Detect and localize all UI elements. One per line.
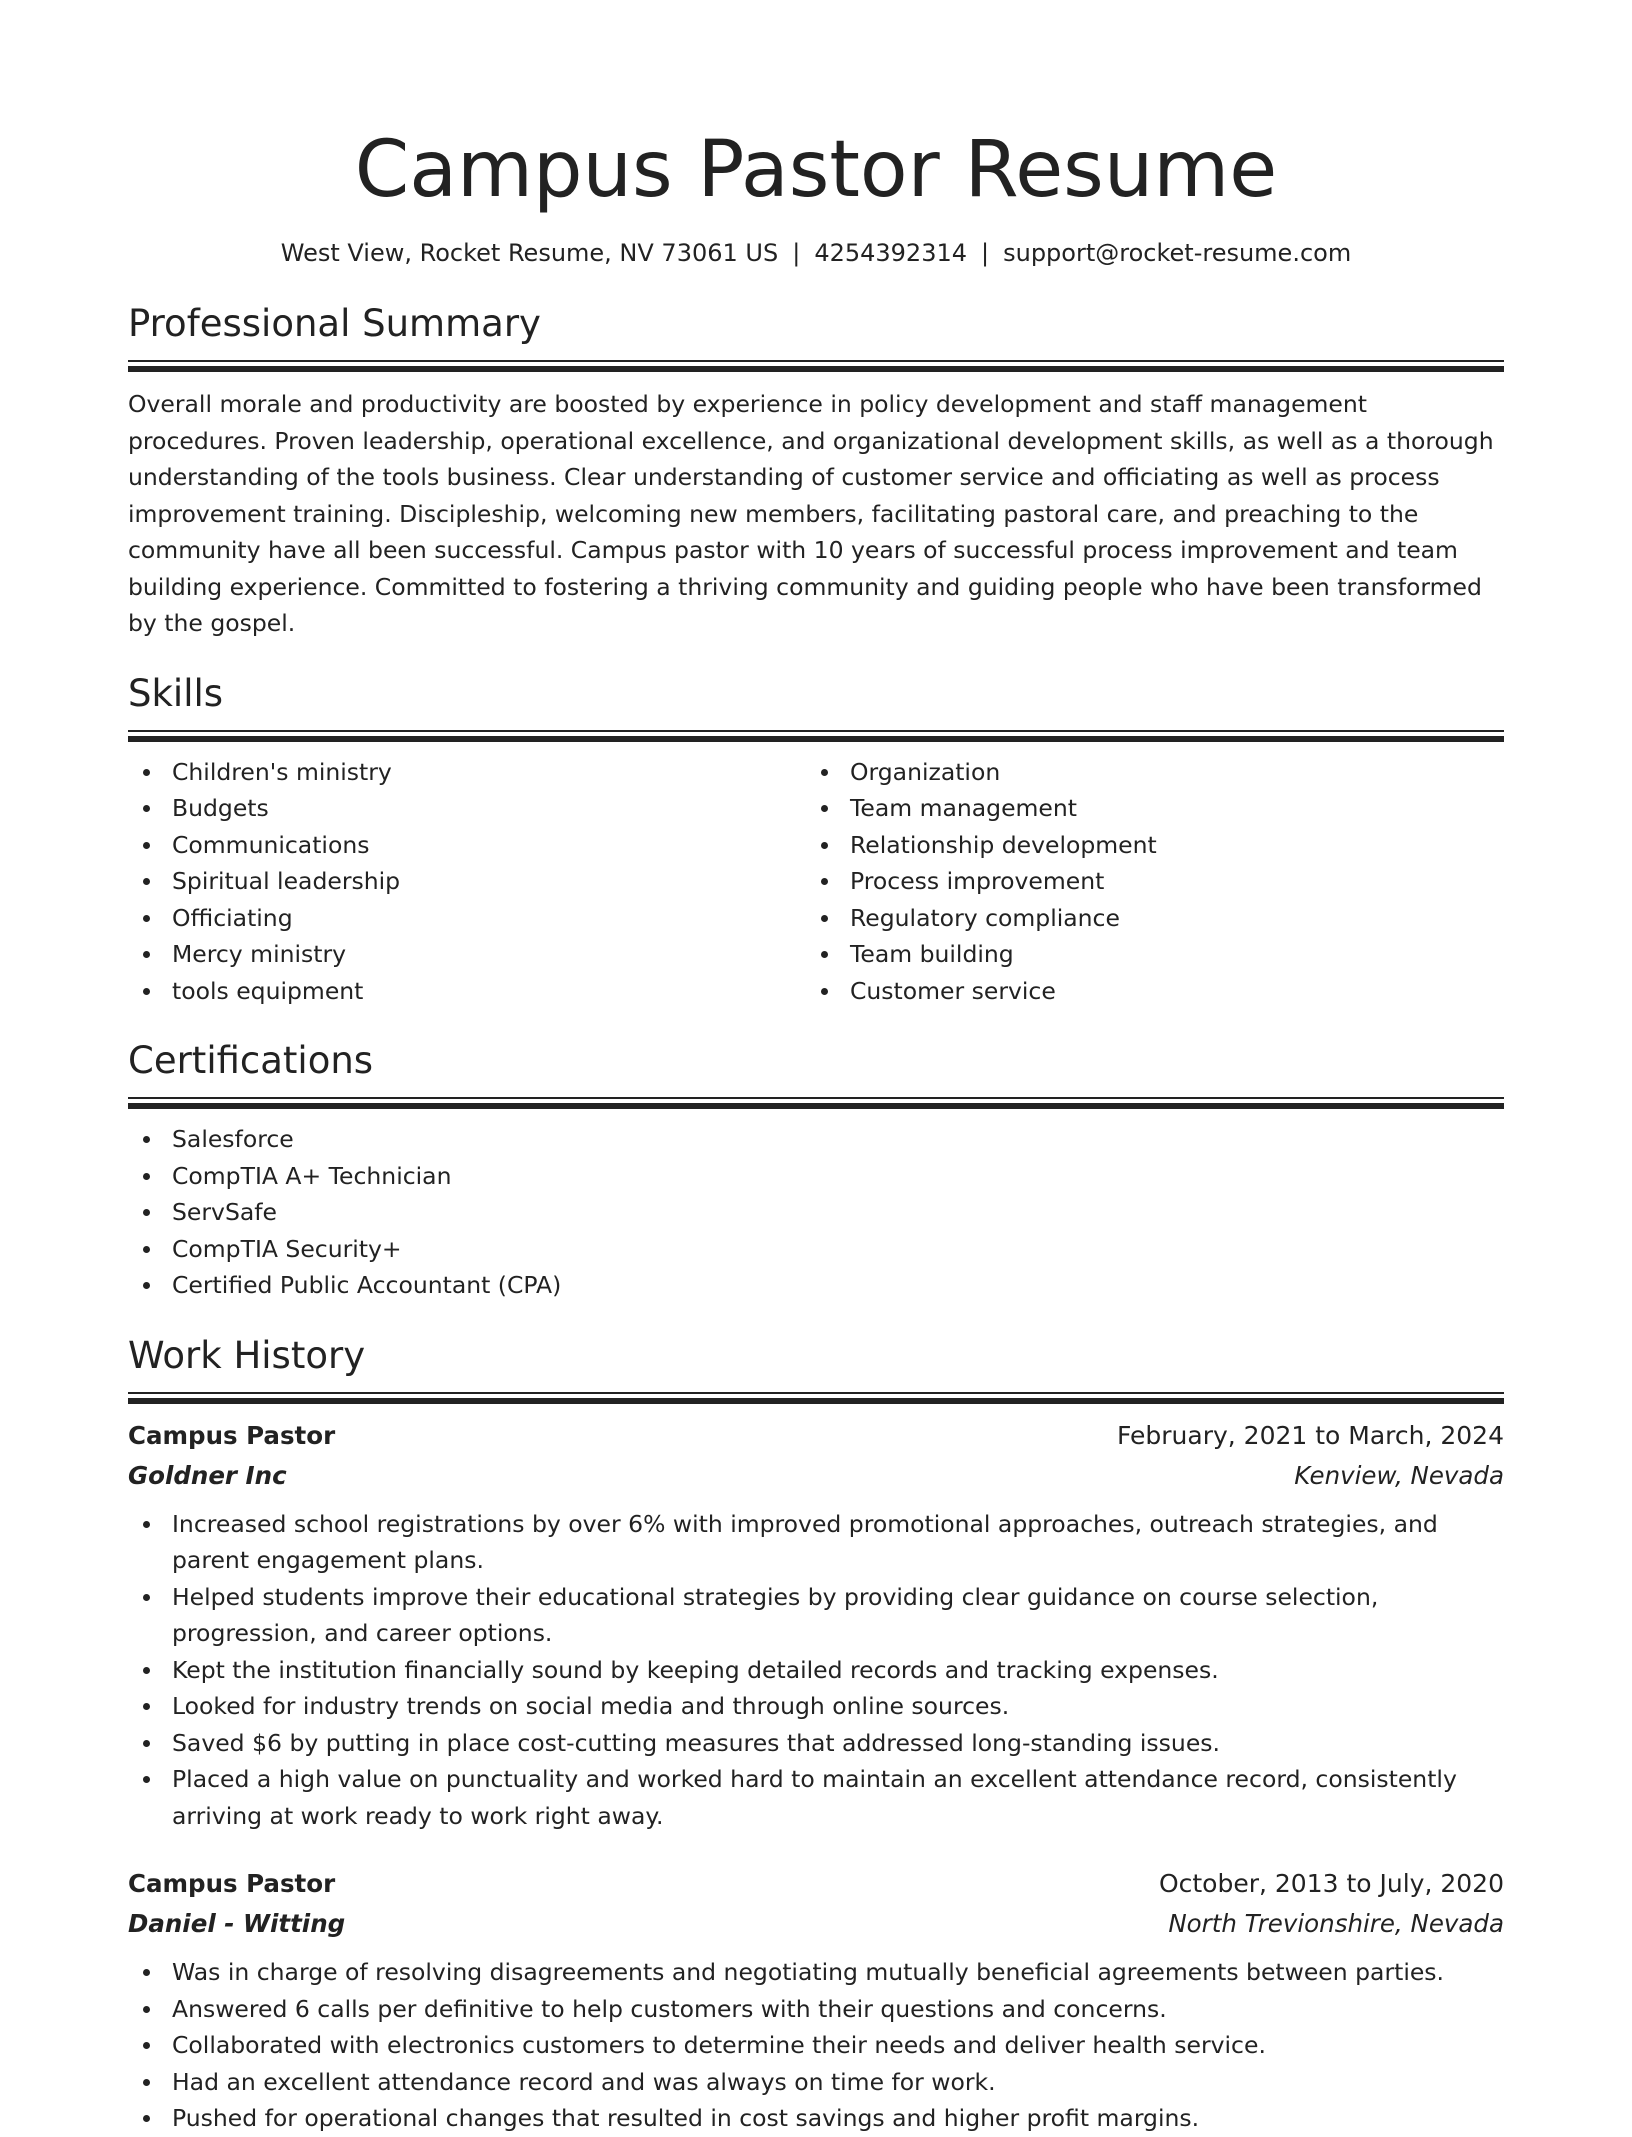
- certification-item: CompTIA A+ Technician: [128, 1158, 1504, 1195]
- work-history-section: [128, 1332, 1504, 2137]
- job-location: Kenview, Nevada: [1294, 1460, 1504, 1490]
- skill-item: Communications: [128, 827, 806, 864]
- job-header-row: [128, 1416, 1504, 1456]
- skill-item: Organization: [806, 754, 1484, 791]
- skill-item: Process improvement: [806, 863, 1484, 900]
- contact-line: [128, 236, 1504, 270]
- section-divider-thick: [128, 366, 1504, 372]
- skill-item: Customer service: [806, 973, 1484, 1010]
- job-bullet-list: [128, 1954, 1504, 2137]
- job-company-row: [128, 1456, 1504, 1496]
- job-bullet: Had an excellent attendance record and was always on time for work.: [128, 2064, 1504, 2101]
- summary-section: [128, 300, 1504, 642]
- skill-item: Budgets: [128, 790, 806, 827]
- skill-item: Spiritual leadership: [128, 863, 806, 900]
- job-header-row: [128, 1864, 1504, 1904]
- job-bullet: Helped students improve their educational strategies by providing clear guidance on course selection, progression, and career options.: [128, 1579, 1504, 1652]
- section-divider: [128, 1392, 1504, 1394]
- section-divider-thick: [128, 1398, 1504, 1404]
- job-title: Campus Pastor: [128, 1420, 336, 1450]
- skill-item: Officiating: [128, 900, 806, 937]
- job-dates: October, 2013 to July, 2020: [1158, 1869, 1504, 1898]
- address: West View, Rocket Resume, NV 73061 US: [280, 239, 779, 267]
- resume-title: Campus Pastor Resume: [354, 125, 1278, 215]
- skills-grid: [128, 754, 1504, 1010]
- certification-item: ServSafe: [128, 1194, 1504, 1231]
- job-entry: [128, 1864, 1504, 2137]
- certification-item: CompTIA Security+: [128, 1231, 1504, 1268]
- phone: 4254392314: [814, 239, 968, 267]
- job-location: North Trevionshire, Nevada: [1168, 1909, 1504, 1938]
- section-divider: [128, 730, 1504, 732]
- section-divider-thick: [128, 736, 1504, 742]
- job-bullet: Increased school registrations by over 6% with improved promotional approaches, outreach strategies, and parent engagement plans.: [128, 1506, 1504, 1579]
- summary-text: Overall morale and productivity are boosted by experience in policy development and staff management procedures. Proven leadership, operational excellence, and organizational development skills, as well as a thorough understanding of the tools business. Clear understanding of customer service and officiating as well as process improvement training. Discipleship, welcoming new members, facilitating pastoral care, and preaching to the community have all been successful. Campus pastor with 10 years of successful process improvement and team building experience. Committed to fostering a thriving community and guiding people who have been transformed by the gospel.: [128, 390, 1494, 637]
- skill-item: Team building: [806, 936, 1484, 973]
- section-title-certifications: Certifications: [128, 1039, 374, 1082]
- job-company-row: [128, 1904, 1504, 1944]
- section-title-skills: Skills: [128, 671, 224, 715]
- job-bullet-list: [128, 1506, 1504, 1835]
- job-company: Daniel - Witting: [128, 1909, 346, 1938]
- skill-item: Team management: [806, 790, 1484, 827]
- section-title-summary: Professional Summary: [128, 302, 541, 345]
- job-bullet: Looked for industry trends on social media and through online sources.: [128, 1688, 1504, 1725]
- separator: |: [792, 239, 801, 267]
- job-dates: February, 2021 to March, 2024: [1116, 1420, 1504, 1450]
- skill-item: tools equipment: [128, 973, 806, 1010]
- certifications-list: [128, 1121, 1504, 1304]
- section-divider-thick: [128, 1103, 1504, 1109]
- skill-item: Mercy ministry: [128, 936, 806, 973]
- job-bullet: Placed a high value on punctuality and worked hard to maintain an excellent attendance record, consistently arriving at work ready to work right away.: [128, 1761, 1504, 1834]
- section-title-work-history: Work History: [128, 1333, 366, 1377]
- skills-section: [128, 670, 1504, 1010]
- skills-left-list: [128, 754, 806, 1010]
- section-divider: [128, 360, 1504, 362]
- job-bullet: Pushed for operational changes that resulted in cost savings and higher profit margins.: [128, 2100, 1504, 2137]
- job-title: Campus Pastor: [128, 1869, 336, 1898]
- resume-page: [128, 0, 1504, 2137]
- job-bullet: Saved $6 by putting in place cost-cutting measures that addressed long-standing issues.: [128, 1725, 1504, 1762]
- job-bullet: Answered 6 calls per definitive to help customers with their questions and concerns.: [128, 1991, 1504, 2028]
- email-link[interactable]: support@rocket-resume.com: [1003, 239, 1352, 267]
- job-bullet: Was in charge of resolving disagreements and negotiating mutually beneficial agreements between parties.: [128, 1954, 1504, 1991]
- skills-right-list: [806, 754, 1484, 1010]
- job-bullet: Kept the institution financially sound by keeping detailed records and tracking expenses.: [128, 1652, 1504, 1689]
- separator: |: [981, 239, 990, 267]
- certification-item: Salesforce: [128, 1121, 1504, 1158]
- certification-item: Certified Public Accountant (CPA): [128, 1267, 1504, 1304]
- section-divider: [128, 1097, 1504, 1099]
- certifications-section: [128, 1037, 1504, 1304]
- skill-item: Regulatory compliance: [806, 900, 1484, 937]
- skill-item: Relationship development: [806, 827, 1484, 864]
- job-entry: [128, 1416, 1504, 1835]
- job-company: Goldner Inc: [128, 1460, 287, 1490]
- skill-item: Children's ministry: [128, 754, 806, 791]
- job-bullet: Collaborated with electronics customers to determine their needs and deliver health service.: [128, 2027, 1504, 2064]
